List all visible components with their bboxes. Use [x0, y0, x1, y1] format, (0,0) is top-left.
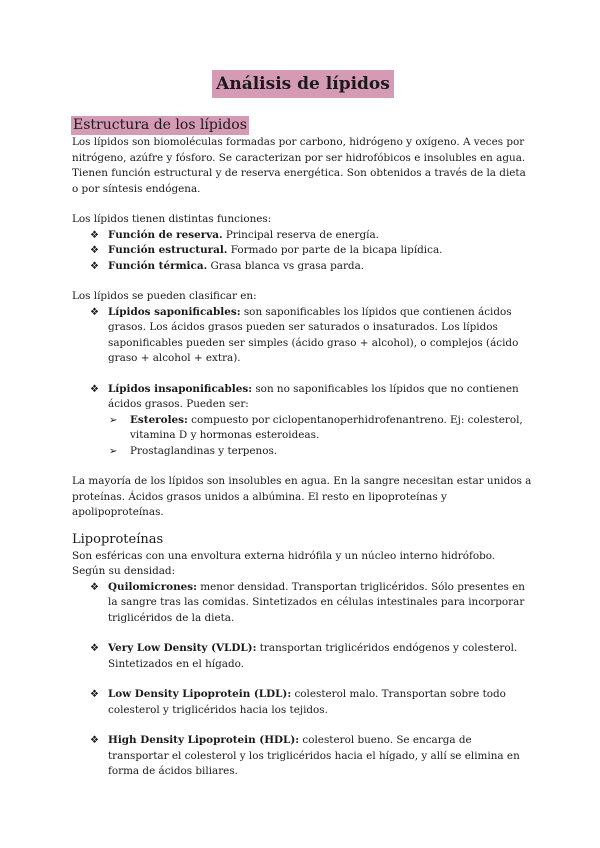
lipo-intro-1: Son esféricas con una envoltura externa hidrófila y un núcleo interno hidrófobo.: [72, 549, 496, 562]
diamond-bullet-icon: ❖: [90, 245, 99, 256]
list-item-insaponificables: ❖ Lípidos insaponificables: son no saponificables los lípidos que no contienen ácidos grasos. Pueden ser: ➢ Esteroles: compuesto por ciclopentanoperhidrofenantreno. Ej: colesterol, vitamina D y hormonas esteroideas. ➢ Prostaglandinas y terpenos.: [72, 382, 534, 460]
diamond-bullet-icon: ❖: [90, 383, 99, 395]
diamond-bullet-icon: ❖: [90, 735, 99, 746]
diamond-bullet-icon: ❖: [90, 306, 99, 318]
functions-list: [72, 228, 534, 275]
document-title: Análisis de lípidos: [212, 70, 394, 98]
list-item: ❖ High Density Lipoprotein (HDL): colesterol bueno. Se encarga de transportar el colesterol y los triglicéridos hacia el hígado, y allí se elimina en forma de ácidos biliares.: [90, 734, 520, 777]
intro-paragraph: Los lípidos son biomoléculas formadas por carbono, hidrógeno y oxígeno. A veces por nitrógeno, azúfre y fósforo. Se caracterizan por ser hidrofóbicos e insolubles en agua. Tienen función estructural y de reserva energética. Son obtenidos a través de la dieta o por síntesis endógena.: [72, 136, 526, 195]
diamond-bullet-icon: ❖: [90, 229, 99, 241]
diamond-bullet-icon: ❖: [90, 260, 99, 272]
lipo-intro-2: Según su densidad:: [72, 565, 176, 577]
section-heading-lipoproteinas: Lipoproteínas: [72, 531, 164, 547]
diamond-bullet-icon: ❖: [90, 643, 99, 654]
list-item: ❖ Low Density Lipoprotein (LDL): colesterol malo. Transportan sobre todo colesterol y triglicéridos hacia los tejidos.: [90, 688, 506, 716]
classify-list: [72, 305, 534, 460]
sub-list-item: ➢ Esteroles: compuesto por ciclopentanoperhidrofenantreno. Ej: colesterol, vitamina D y hormonas esteroideas.: [109, 413, 523, 441]
list-item: ❖ Función de reserva. Principal reserva de energía.: [72, 228, 534, 244]
functions-intro: Los lípidos tienen distintas funciones:: [72, 213, 272, 225]
closing-paragraph: La mayoría de los lípidos son insolubles en agua. En la sangre necesitan estar unidos a proteínas. Ácidos grasos unidos a albúmina. El resto en lipoproteínas y apolipoproteínas.: [72, 475, 532, 518]
sub-list-item: ➢ Prostaglandinas y terpenos.: [108, 444, 534, 460]
diamond-bullet-icon: ❖: [90, 689, 99, 700]
list-item: ❖ Quilomicrones: menor densidad. Transportan triglicéridos. Sólo presentes en la sangre tras las comidas. Sintetizados en células intestinales para incorporar triglicéridos de la dieta.: [90, 580, 525, 624]
list-item-saponificables: ❖ Lípidos saponificables: son saponificables los lípidos que contienen ácidos grasos. Los ácidos grasos pueden ser saturados o insaturados. Los lípidos saponificables pueden ser simples (ácido graso + alcohol), o complejos (ácido graso + alcohol + extra).: [90, 305, 519, 364]
list-item: ❖ Very Low Density (VLDL): transportan triglicéridos endógenos y colesterol. Sintetizados en el hígado.: [90, 642, 518, 670]
list-item: ❖ Función térmica. Grasa blanca vs grasa parda.: [72, 259, 534, 275]
lipoproteins-list: [72, 580, 534, 780]
diamond-bullet-icon: ❖: [90, 581, 99, 593]
classify-intro: Los lípidos se pueden clasificar en:: [72, 290, 257, 302]
document-page: [72, 70, 534, 795]
arrow-bullet-icon: ➢: [109, 414, 118, 426]
arrow-bullet-icon: ➢: [109, 445, 118, 457]
section-heading-estructura: Estructura de los lípidos: [73, 117, 247, 133]
title-wrap: [72, 70, 534, 98]
sub-list: [108, 413, 534, 460]
list-item: ❖ Función estructural. Formado por parte de la bicapa lipídica.: [72, 243, 534, 259]
